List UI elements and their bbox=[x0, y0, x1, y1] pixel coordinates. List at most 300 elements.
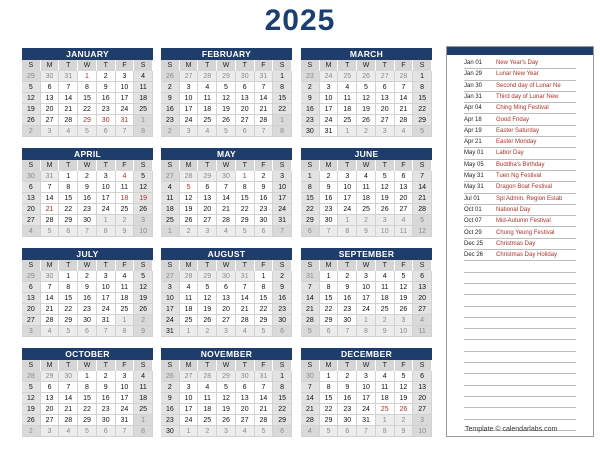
day-cell: 30 bbox=[320, 215, 339, 226]
day-cell: 15 bbox=[413, 93, 432, 104]
day-cell: 12 bbox=[198, 293, 217, 304]
footer-credit: Template © calendarlabs.com bbox=[465, 426, 558, 433]
month-day-grid bbox=[22, 160, 153, 237]
month-march bbox=[301, 48, 432, 144]
day-cell: 23 bbox=[97, 404, 116, 415]
holiday-row bbox=[464, 216, 576, 227]
weekday-header: T bbox=[97, 360, 116, 371]
day-cell: 5 bbox=[134, 171, 153, 182]
weekday-header: W bbox=[78, 60, 97, 71]
day-cell: 8 bbox=[413, 82, 432, 93]
day-cell: 26 bbox=[217, 115, 236, 126]
holiday-date: Jul 01 bbox=[464, 195, 481, 202]
month-header: JANUARY bbox=[22, 48, 153, 60]
day-cell: 23 bbox=[255, 204, 274, 215]
day-cell: 8 bbox=[236, 182, 255, 193]
weekday-header: M bbox=[320, 60, 339, 71]
adjacent-month-day: 11 bbox=[395, 226, 414, 237]
holiday-row bbox=[464, 250, 576, 261]
day-cell: 5 bbox=[198, 282, 217, 293]
day-cell: 19 bbox=[395, 393, 414, 404]
weekday-header: T bbox=[198, 60, 217, 71]
month-november bbox=[161, 348, 292, 444]
adjacent-month-day: 29 bbox=[198, 171, 217, 182]
holiday-date: May 05 bbox=[464, 161, 484, 168]
day-cell: 21 bbox=[217, 204, 236, 215]
day-cell: 28 bbox=[59, 115, 78, 126]
day-cell: 30 bbox=[97, 115, 116, 126]
day-cell: 5 bbox=[180, 182, 199, 193]
day-cell: 28 bbox=[236, 315, 255, 326]
weekday-header: W bbox=[217, 360, 236, 371]
day-cell: 18 bbox=[376, 293, 395, 304]
day-cell: 16 bbox=[97, 393, 116, 404]
adjacent-month-day: 4 bbox=[395, 126, 414, 137]
adjacent-month-day: 1 bbox=[134, 115, 153, 126]
adjacent-month-day: 7 bbox=[97, 326, 116, 337]
day-cell: 11 bbox=[376, 282, 395, 293]
adjacent-month-day: 2 bbox=[161, 126, 180, 137]
day-cell: 28 bbox=[217, 215, 236, 226]
day-cell: 23 bbox=[338, 304, 357, 315]
day-cell: 18 bbox=[134, 393, 153, 404]
weekday-header: F bbox=[395, 60, 414, 71]
weekday-header: S bbox=[413, 360, 432, 371]
day-cell: 21 bbox=[59, 104, 78, 115]
holiday-row bbox=[464, 126, 576, 137]
day-cell: 18 bbox=[180, 304, 199, 315]
weekday-header: T bbox=[338, 160, 357, 171]
day-cell: 5 bbox=[217, 82, 236, 93]
day-cell: 13 bbox=[22, 193, 41, 204]
holiday-date: Apr 18 bbox=[464, 116, 482, 123]
day-cell: 27 bbox=[41, 415, 60, 426]
day-cell: 4 bbox=[161, 182, 180, 193]
day-cell: 4 bbox=[376, 371, 395, 382]
adjacent-month-day: 5 bbox=[217, 126, 236, 137]
day-cell: 24 bbox=[357, 404, 376, 415]
holiday-blank-row bbox=[464, 295, 576, 306]
day-cell: 14 bbox=[41, 293, 60, 304]
adjacent-month-day: 3 bbox=[180, 126, 199, 137]
day-cell: 16 bbox=[97, 93, 116, 104]
day-cell: 2 bbox=[161, 82, 180, 93]
weekday-header: M bbox=[320, 160, 339, 171]
adjacent-month-day: 28 bbox=[198, 371, 217, 382]
month-day-grid bbox=[301, 160, 432, 237]
holiday-blank-row bbox=[464, 318, 576, 329]
day-cell: 15 bbox=[236, 193, 255, 204]
day-cell: 6 bbox=[22, 282, 41, 293]
holiday-name: National Day bbox=[496, 206, 531, 213]
day-cell: 5 bbox=[22, 82, 41, 93]
holiday-blank-row bbox=[464, 374, 576, 385]
weekday-header: S bbox=[413, 60, 432, 71]
holiday-blank-row bbox=[464, 273, 576, 284]
day-cell: 30 bbox=[255, 215, 274, 226]
day-cell: 4 bbox=[134, 71, 153, 82]
day-cell: 4 bbox=[116, 271, 135, 282]
day-cell: 24 bbox=[180, 415, 199, 426]
adjacent-month-day: 10 bbox=[395, 326, 414, 337]
adjacent-month-day: 1 bbox=[273, 115, 292, 126]
month-header: JULY bbox=[22, 248, 153, 260]
holiday-name: Lunar New Year bbox=[496, 71, 539, 78]
adjacent-month-day: 3 bbox=[41, 126, 60, 137]
day-cell: 11 bbox=[198, 93, 217, 104]
holiday-row bbox=[464, 194, 576, 205]
day-cell: 22 bbox=[78, 104, 97, 115]
adjacent-month-day: 29 bbox=[217, 71, 236, 82]
day-cell: 7 bbox=[255, 82, 274, 93]
day-cell: 19 bbox=[134, 293, 153, 304]
day-cell: 25 bbox=[198, 115, 217, 126]
day-cell: 1 bbox=[236, 171, 255, 182]
weekday-header: T bbox=[236, 360, 255, 371]
day-cell: 28 bbox=[41, 215, 60, 226]
holiday-date: Apr 19 bbox=[464, 127, 482, 134]
day-cell: 2 bbox=[255, 171, 274, 182]
day-cell: 29 bbox=[78, 115, 97, 126]
day-cell: 7 bbox=[395, 82, 414, 93]
holiday-date: May 31 bbox=[464, 184, 484, 191]
day-cell: 22 bbox=[78, 404, 97, 415]
day-cell: 18 bbox=[338, 104, 357, 115]
day-cell: 5 bbox=[357, 82, 376, 93]
day-cell: 18 bbox=[161, 204, 180, 215]
weekday-header: S bbox=[273, 360, 292, 371]
day-cell: 27 bbox=[236, 415, 255, 426]
day-cell: 18 bbox=[116, 193, 135, 204]
adjacent-month-day: 5 bbox=[255, 426, 274, 437]
adjacent-month-day: 6 bbox=[301, 226, 320, 237]
holiday-blank-row bbox=[464, 329, 576, 340]
holiday-date: Jan 01 bbox=[464, 60, 483, 66]
adjacent-month-day: 7 bbox=[338, 326, 357, 337]
weekday-header: W bbox=[357, 160, 376, 171]
day-cell: 8 bbox=[59, 182, 78, 193]
holiday-name: Ching Ming Festival bbox=[496, 105, 549, 112]
year-title: 2025 bbox=[264, 4, 336, 37]
holiday-row bbox=[464, 69, 576, 80]
day-cell: 31 bbox=[357, 415, 376, 426]
day-cell: 19 bbox=[357, 104, 376, 115]
day-cell: 16 bbox=[320, 193, 339, 204]
holiday-name: Second day of Lunar Ne bbox=[496, 82, 561, 89]
holiday-row bbox=[464, 160, 576, 171]
month-header: MAY bbox=[161, 148, 292, 160]
month-december bbox=[301, 348, 432, 444]
day-cell: 21 bbox=[41, 304, 60, 315]
adjacent-month-day: 4 bbox=[41, 326, 60, 337]
weekday-header: S bbox=[301, 260, 320, 271]
day-cell: 18 bbox=[134, 93, 153, 104]
adjacent-month-day: 3 bbox=[376, 126, 395, 137]
weekday-header: M bbox=[41, 360, 60, 371]
adjacent-month-day: 2 bbox=[395, 415, 414, 426]
day-cell: 25 bbox=[116, 304, 135, 315]
day-cell: 16 bbox=[338, 293, 357, 304]
holiday-date: Apr 21 bbox=[464, 139, 482, 146]
day-cell: 8 bbox=[301, 182, 320, 193]
adjacent-month-day: 30 bbox=[41, 271, 60, 282]
day-cell: 25 bbox=[134, 104, 153, 115]
day-cell: 15 bbox=[320, 293, 339, 304]
holiday-date: Apr 04 bbox=[464, 105, 482, 112]
day-cell: 8 bbox=[320, 282, 339, 293]
weekday-header: S bbox=[273, 60, 292, 71]
weekday-header: W bbox=[78, 360, 97, 371]
day-cell: 24 bbox=[116, 104, 135, 115]
day-cell: 6 bbox=[22, 182, 41, 193]
month-day-grid bbox=[301, 60, 432, 137]
adjacent-month-day: 5 bbox=[41, 226, 60, 237]
adjacent-month-day: 29 bbox=[198, 271, 217, 282]
day-cell: 9 bbox=[273, 282, 292, 293]
day-cell: 4 bbox=[180, 282, 199, 293]
day-cell: 29 bbox=[273, 415, 292, 426]
month-day-grid bbox=[161, 60, 292, 137]
day-cell: 12 bbox=[217, 393, 236, 404]
day-cell: 25 bbox=[376, 404, 395, 415]
adjacent-month-day: 31 bbox=[301, 271, 320, 282]
day-cell: 15 bbox=[273, 93, 292, 104]
weekday-header: F bbox=[116, 360, 135, 371]
adjacent-month-day: 3 bbox=[376, 215, 395, 226]
day-cell: 25 bbox=[116, 204, 135, 215]
adjacent-month-day: 2 bbox=[180, 226, 199, 237]
adjacent-month-day: 2 bbox=[134, 315, 153, 326]
adjacent-month-day: 12 bbox=[413, 226, 432, 237]
day-cell: 24 bbox=[161, 315, 180, 326]
day-cell: 16 bbox=[161, 404, 180, 415]
adjacent-month-day: 28 bbox=[395, 71, 414, 82]
holiday-panel-header bbox=[447, 47, 593, 55]
day-cell: 8 bbox=[273, 382, 292, 393]
day-cell: 23 bbox=[301, 115, 320, 126]
day-cell: 13 bbox=[236, 93, 255, 104]
month-day-grid bbox=[22, 260, 153, 337]
holiday-blank-row bbox=[464, 397, 576, 408]
day-cell: 20 bbox=[413, 393, 432, 404]
day-cell: 8 bbox=[255, 282, 274, 293]
adjacent-month-day: 25 bbox=[338, 71, 357, 82]
day-cell: 3 bbox=[357, 371, 376, 382]
day-cell: 24 bbox=[320, 115, 339, 126]
day-cell: 2 bbox=[301, 82, 320, 93]
adjacent-month-day: 1 bbox=[116, 315, 135, 326]
weekday-header: W bbox=[357, 260, 376, 271]
adjacent-month-day: 28 bbox=[180, 171, 199, 182]
day-cell: 11 bbox=[180, 293, 199, 304]
adjacent-month-day: 1 bbox=[97, 215, 116, 226]
month-header: JUNE bbox=[301, 148, 432, 160]
day-cell: 18 bbox=[198, 104, 217, 115]
day-cell: 19 bbox=[198, 304, 217, 315]
weekday-header: S bbox=[22, 260, 41, 271]
day-cell: 17 bbox=[357, 393, 376, 404]
day-cell: 24 bbox=[357, 304, 376, 315]
adjacent-month-day: 31 bbox=[59, 71, 78, 82]
day-cell: 14 bbox=[59, 93, 78, 104]
day-cell: 26 bbox=[198, 315, 217, 326]
day-cell: 4 bbox=[357, 171, 376, 182]
day-cell: 11 bbox=[357, 182, 376, 193]
day-cell: 3 bbox=[161, 282, 180, 293]
day-cell: 26 bbox=[395, 304, 414, 315]
day-cell: 3 bbox=[116, 371, 135, 382]
day-cell: 27 bbox=[198, 215, 217, 226]
day-cell: 24 bbox=[116, 404, 135, 415]
day-cell: 23 bbox=[78, 204, 97, 215]
weekday-header: W bbox=[78, 260, 97, 271]
day-cell: 14 bbox=[217, 193, 236, 204]
day-cell: 30 bbox=[161, 426, 180, 437]
adjacent-month-day: 5 bbox=[301, 326, 320, 337]
weekday-header: S bbox=[413, 260, 432, 271]
adjacent-month-day: 30 bbox=[22, 171, 41, 182]
adjacent-month-day: 26 bbox=[161, 71, 180, 82]
day-cell: 31 bbox=[116, 115, 135, 126]
day-cell: 27 bbox=[22, 215, 41, 226]
day-cell: 13 bbox=[41, 393, 60, 404]
day-cell: 26 bbox=[134, 304, 153, 315]
adjacent-month-day: 30 bbox=[217, 171, 236, 182]
holiday-blank-row bbox=[464, 261, 576, 272]
day-cell: 30 bbox=[78, 315, 97, 326]
day-cell: 14 bbox=[301, 393, 320, 404]
day-cell: 22 bbox=[255, 304, 274, 315]
month-august bbox=[161, 248, 292, 344]
day-cell: 16 bbox=[273, 293, 292, 304]
day-cell: 14 bbox=[41, 193, 60, 204]
adjacent-month-day: 3 bbox=[217, 426, 236, 437]
day-cell: 27 bbox=[236, 115, 255, 126]
day-cell: 12 bbox=[134, 282, 153, 293]
day-cell: 6 bbox=[198, 182, 217, 193]
day-cell: 22 bbox=[59, 304, 78, 315]
weekday-header: W bbox=[217, 260, 236, 271]
weekday-header: S bbox=[301, 160, 320, 171]
holiday-blank-row bbox=[464, 386, 576, 397]
weekday-header: M bbox=[41, 60, 60, 71]
day-cell: 9 bbox=[338, 282, 357, 293]
day-cell: 12 bbox=[395, 382, 414, 393]
day-cell: 22 bbox=[301, 204, 320, 215]
adjacent-month-day: 8 bbox=[357, 326, 376, 337]
adjacent-month-day: 31 bbox=[255, 71, 274, 82]
weekday-header: S bbox=[22, 360, 41, 371]
day-cell: 10 bbox=[357, 382, 376, 393]
adjacent-month-day: 7 bbox=[78, 226, 97, 237]
adjacent-month-day: 6 bbox=[273, 426, 292, 437]
adjacent-month-day: 30 bbox=[236, 71, 255, 82]
holiday-name: Easter Monday bbox=[496, 139, 537, 146]
day-cell: 30 bbox=[78, 215, 97, 226]
day-cell: 16 bbox=[338, 393, 357, 404]
day-cell: 13 bbox=[236, 393, 255, 404]
day-cell: 25 bbox=[198, 415, 217, 426]
weekday-header: F bbox=[255, 160, 274, 171]
adjacent-month-day: 2 bbox=[22, 126, 41, 137]
holiday-name: Easter Saturday bbox=[496, 127, 540, 134]
adjacent-month-day: 31 bbox=[236, 271, 255, 282]
day-cell: 30 bbox=[273, 315, 292, 326]
day-cell: 29 bbox=[320, 315, 339, 326]
weekday-header: S bbox=[301, 60, 320, 71]
day-cell: 9 bbox=[338, 382, 357, 393]
holiday-row bbox=[464, 58, 576, 69]
weekday-header: T bbox=[376, 60, 395, 71]
adjacent-month-day: 6 bbox=[97, 126, 116, 137]
day-cell: 22 bbox=[413, 104, 432, 115]
day-cell: 13 bbox=[395, 182, 414, 193]
day-cell: 15 bbox=[320, 393, 339, 404]
day-cell: 1 bbox=[59, 171, 78, 182]
day-cell: 17 bbox=[116, 93, 135, 104]
day-cell: 7 bbox=[41, 182, 60, 193]
weekday-header: S bbox=[22, 60, 41, 71]
day-cell: 27 bbox=[413, 404, 432, 415]
month-september bbox=[301, 248, 432, 344]
day-cell: 11 bbox=[116, 182, 135, 193]
weekday-header: T bbox=[198, 260, 217, 271]
day-cell: 31 bbox=[320, 126, 339, 137]
month-day-grid bbox=[161, 260, 292, 337]
day-cell: 7 bbox=[59, 82, 78, 93]
holiday-date: Dec 26 bbox=[464, 252, 484, 259]
day-cell: 17 bbox=[180, 404, 199, 415]
day-cell: 1 bbox=[273, 71, 292, 82]
weekday-header: T bbox=[236, 60, 255, 71]
adjacent-month-day: 6 bbox=[78, 326, 97, 337]
adjacent-month-day: 3 bbox=[395, 315, 414, 326]
day-cell: 19 bbox=[134, 193, 153, 204]
adjacent-month-day: 29 bbox=[22, 71, 41, 82]
day-cell: 26 bbox=[376, 204, 395, 215]
day-cell: 21 bbox=[413, 193, 432, 204]
holiday-row bbox=[464, 239, 576, 250]
day-cell: 17 bbox=[338, 193, 357, 204]
day-cell: 15 bbox=[78, 393, 97, 404]
adjacent-month-day: 26 bbox=[161, 371, 180, 382]
weekday-header: W bbox=[357, 360, 376, 371]
day-cell: 2 bbox=[78, 271, 97, 282]
adjacent-month-day: 7 bbox=[116, 426, 135, 437]
day-cell: 14 bbox=[255, 93, 274, 104]
day-cell: 5 bbox=[22, 382, 41, 393]
adjacent-month-day: 6 bbox=[59, 226, 78, 237]
weekday-header: W bbox=[217, 160, 236, 171]
day-cell: 20 bbox=[236, 404, 255, 415]
adjacent-month-day: 3 bbox=[198, 226, 217, 237]
day-cell: 18 bbox=[198, 404, 217, 415]
weekday-header: M bbox=[320, 260, 339, 271]
adjacent-month-day: 29 bbox=[41, 371, 60, 382]
weekday-header: S bbox=[413, 160, 432, 171]
adjacent-month-day: 4 bbox=[59, 426, 78, 437]
holiday-name: Mid-Autumn Festival bbox=[496, 218, 551, 225]
day-cell: 2 bbox=[161, 382, 180, 393]
weekday-header: F bbox=[116, 60, 135, 71]
day-cell: 2 bbox=[97, 71, 116, 82]
month-july bbox=[22, 248, 153, 344]
day-cell: 18 bbox=[376, 393, 395, 404]
day-cell: 3 bbox=[320, 82, 339, 93]
day-cell: 27 bbox=[41, 115, 60, 126]
adjacent-month-day: 7 bbox=[320, 226, 339, 237]
adjacent-month-day: 2 bbox=[116, 215, 135, 226]
